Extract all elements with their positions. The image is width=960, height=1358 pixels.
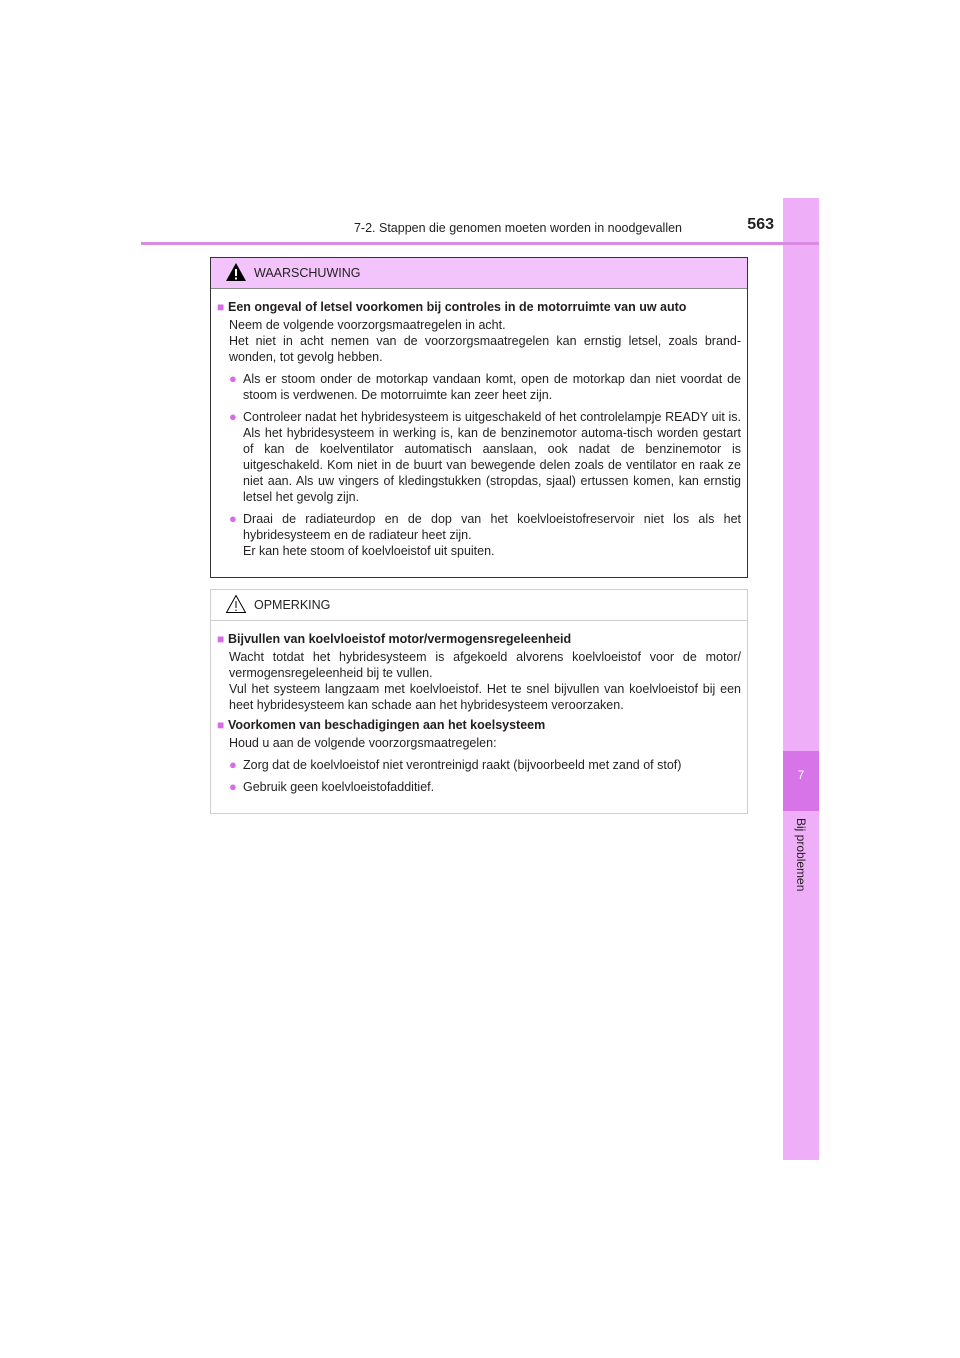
list-item: ● Gebruik geen koelvloeistofadditief. [217,779,741,795]
note-header [211,590,747,621]
warning-intro-2: Het niet in acht nemen van de voorzorgsmaatregelen kan ernstig letsel, zoals brand-wonden, tot gevolg hebben. [229,334,741,364]
circle-bullet-icon: ● [229,409,237,424]
circle-bullet-icon: ● [229,779,237,794]
circle-bullet-icon: ● [229,757,237,772]
caution-triangle-outline-icon [225,594,247,614]
list-item: ● Zorg dat de koelvloeistof niet verontreinigd raakt (bijvoorbeeld met zand of stof) [217,757,741,773]
note-text-1b: Vul het systeem langzaam met koelvloeistof. Het te snel bijvullen van koelvloeistof bij een heet hybridesysteem kan schade aan het hybridesysteem veroorzaken. [229,682,741,712]
warning-intro-1: Neem de volgende voorzorgsmaatregelen in acht. [229,318,506,332]
circle-bullet-icon: ● [229,511,237,526]
list-item: ● Draai de radiateurdop en de dop van het koelvloeistofreservoir niet los als het hybridesysteem en de radiateur heet zijn. Er kan hete stoom of koelvloeistof uit spuiten. [217,511,741,559]
header-rule [141,242,819,245]
chapter-label: Bij problemen [794,818,808,892]
note-heading-1: ■ Bijvullen van koelvloeistof motor/vermogensregeleenheid [217,632,572,646]
section-title: 7-2. Stappen die genomen moeten worden in noodgevallen [353,221,682,235]
square-bullet-icon: ■ [217,300,225,314]
square-bullet-icon: ■ [217,632,225,646]
note-title: OPMERKING [254,598,331,612]
square-bullet-icon: ■ [217,718,225,732]
note-heading-2: ■ Voorkomen van beschadigingen aan het koelsysteem [217,718,546,732]
note-text-2: Houd u aan de volgende voorzorgsmaatregelen: [229,736,497,750]
warning-box [210,257,748,578]
page-number: 563 [747,216,774,233]
note-text-1a: Wacht totdat het hybridesysteem is afgekoeld alvorens koelvloeistof voor de motor/ vermogensregeleenheid bij te vullen. [229,650,741,680]
note-box [210,589,748,814]
warning-title: WAARSCHUWING [254,266,361,280]
chapter-number: 7 [797,768,805,782]
list-item: ● Controleer nadat het hybridesysteem is uitgeschakeld of het controlelampje READY uit is. Als het hybridesysteem in werking is, kan de benzinemotor automa-tisch worden gestart of kan de koelventilator automatisch aanslaan, ook nadat de benzinemotor is uitgeschakeld. Kom niet in de buurt van bewegende delen zoals de ventilator en raak ze niet aan. Als uw vingers of kledingstukken (stropdas, sjaal) ertussen komen, kan ernstig letsel het gevolg zijn. [217,409,741,505]
circle-bullet-icon: ● [229,371,237,386]
chapter-sidebar [783,198,819,1160]
warning-heading: ■ Een ongeval of letsel voorkomen bij controles in de motorruimte van uw auto [217,300,687,314]
warning-header [211,258,747,289]
list-item: ● Als er stoom onder de motorkap vandaan komt, open de motorkap dan niet voordat de stoom is verdwenen. De motorruimte kan zeer heet zijn. [217,371,741,403]
warning-triangle-icon [225,262,247,282]
